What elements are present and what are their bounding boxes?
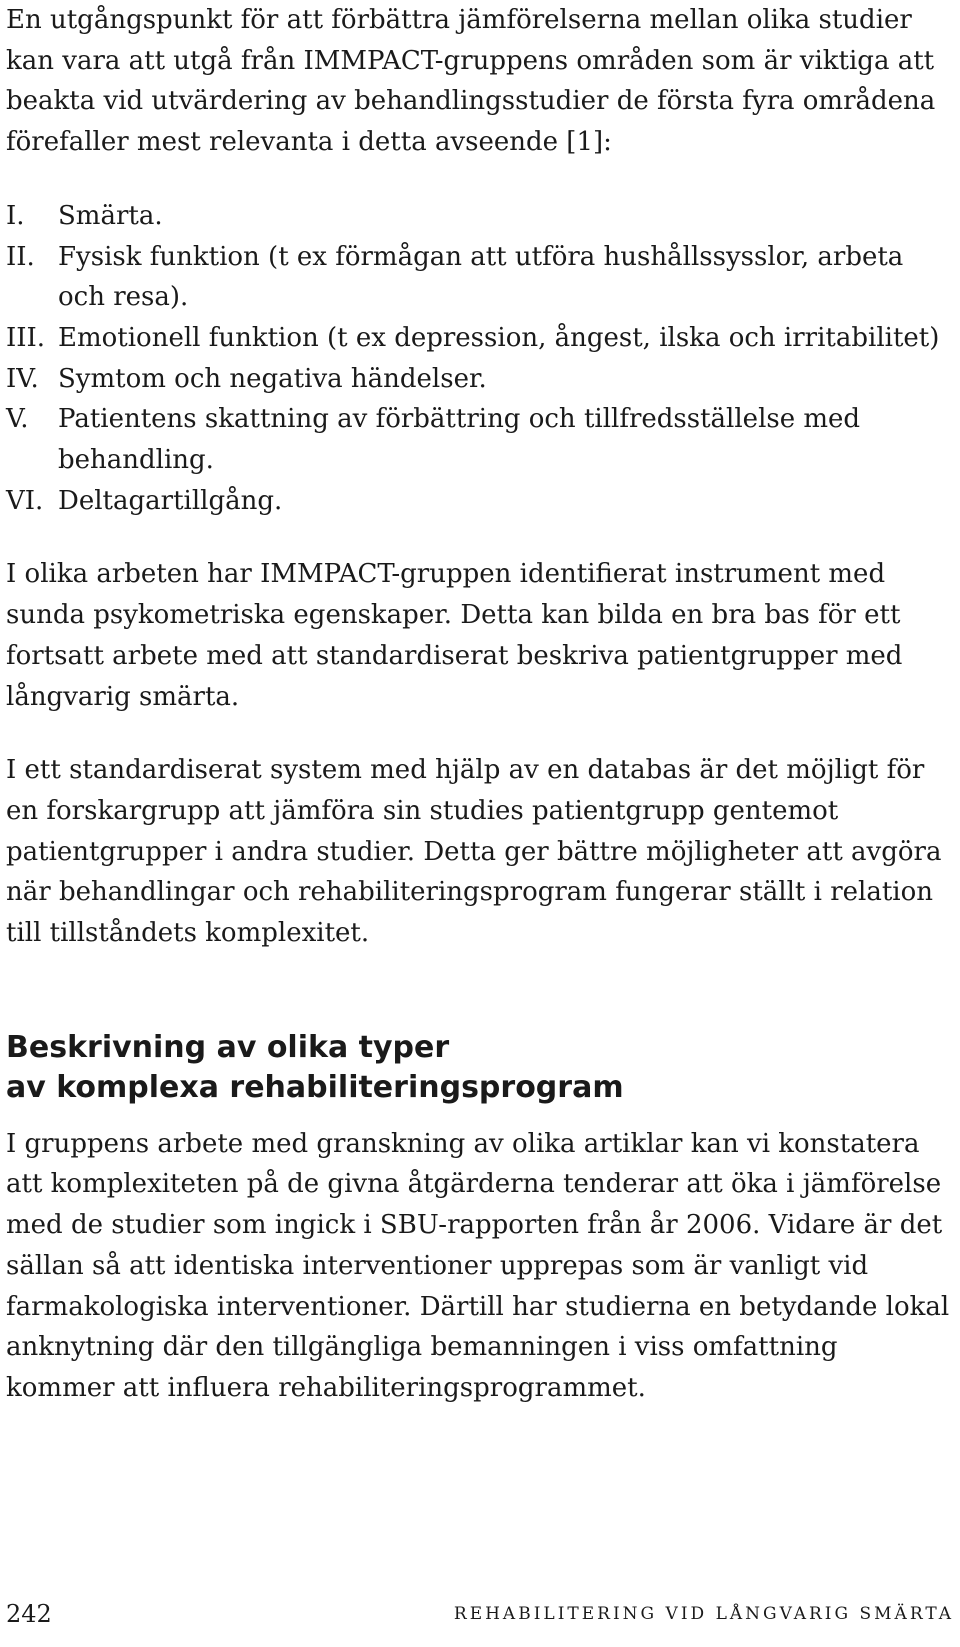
page-number: 242 <box>6 1600 52 1628</box>
list-item <box>6 481 954 522</box>
section-heading <box>6 1028 954 1108</box>
list-item-number: VI. <box>6 485 44 516</box>
list-item-text: Symtom och negativa händelser. <box>58 363 487 394</box>
list-item <box>6 399 954 480</box>
list-item-number: II. <box>6 241 35 272</box>
list-item-number: IV. <box>6 363 39 394</box>
list-item-text: Deltagartillgång. <box>58 485 283 516</box>
list-item-number: I. <box>6 200 25 231</box>
document-page <box>6 0 954 1409</box>
section-heading-line: av komplexa rehabiliteringsprogram <box>6 1069 624 1105</box>
list-item-text: Fysisk funktion (t ex förmågan att utföra hushållssysslor, arbeta och resa). <box>58 241 904 313</box>
list-item <box>6 237 954 318</box>
list-item-number: V. <box>6 404 29 435</box>
body-paragraph: I gruppens arbete med granskning av olika artiklar kan vi konstatera att komplexiteten på de givna åtgärderna tenderar att öka i jämförelse med de studier som ingick i SBU-rapporten från år 2006. Vidare är det sällan så att identiska interventioner upprepas som är vanligt vid farmakologiska interventioner. Därtill har studierna en betydande lokal anknytning där den tillgängliga bemanningen i viss omfattning kommer att influera rehabiliteringsprogrammet. <box>6 1128 950 1403</box>
body-paragraph: I olika arbeten har IMMPACT-gruppen identifierat instrument med sunda psykometriska egenskaper. Detta kan bilda en bra bas för ett fortsatt arbete med att standardiserat beskriva patientgrupper med långvarig smärta. <box>6 559 903 712</box>
section-heading-line: Beskrivning av olika typer <box>6 1029 450 1065</box>
page-footer <box>6 1594 954 1634</box>
list-item <box>6 196 954 237</box>
list-item-text: Smärta. <box>58 200 163 231</box>
list-item-text: Emotionell funktion (t ex depression, ångest, ilska och irritabilitet) <box>58 322 940 353</box>
list-item <box>6 318 954 359</box>
intro-paragraph: En utgångspunkt för att förbättra jämförelserna mellan olika studier kan vara att utgå från IMMPACT-gruppens områden som är viktiga att beakta vid utvärdering av behandlingsstudier de första fyra områdena förefaller mest relevanta i detta avseende [1]: <box>6 5 936 158</box>
list-item <box>6 359 954 400</box>
list-item-number: III. <box>6 322 46 353</box>
body-paragraph: I ett standardiserat system med hjälp av en databas är det möjligt för en forskargrupp att jämföra sin studies patientgrupp gentemot patientgrupper i andra studier. Detta ger bättre möjligheter att avgöra när behandlingar och rehabiliteringsprogram fungerar ställt i relation till tillståndets komplexitet. <box>6 755 942 949</box>
domain-list <box>6 196 954 522</box>
list-item-text: Patientens skattning av förbättring och tillfredsställelse med behandling. <box>58 404 861 476</box>
running-title: REHABILITERING VID LÅNGVARIG SMÄRTA <box>453 1604 954 1624</box>
